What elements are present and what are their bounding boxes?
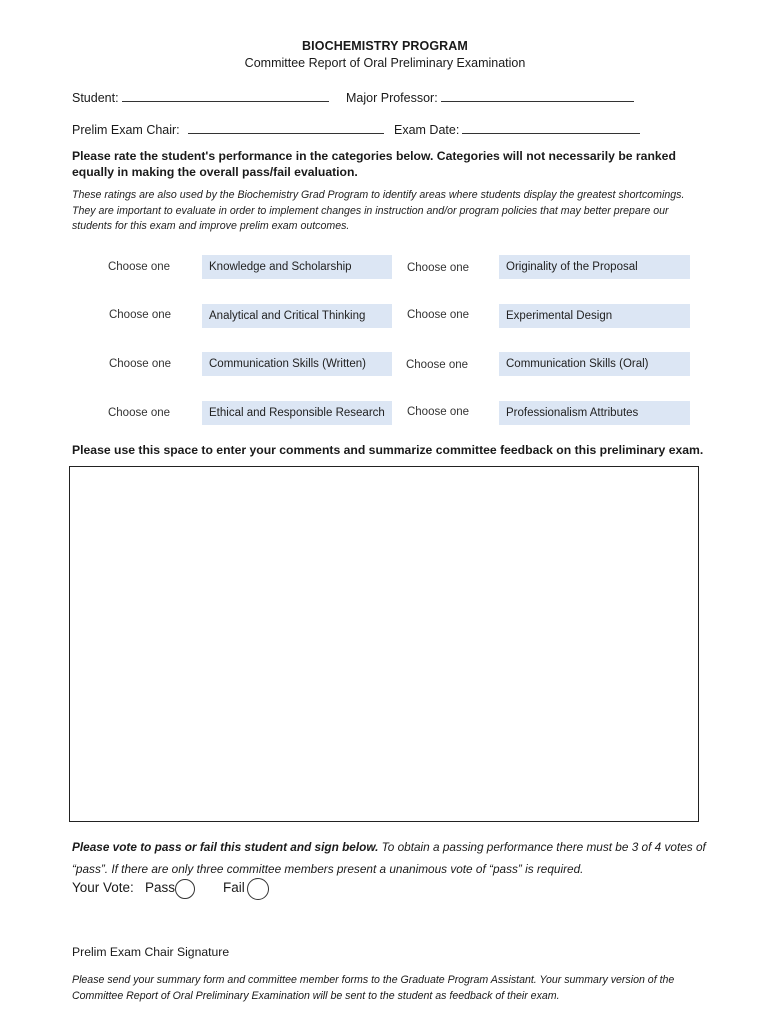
pass-label: Pass bbox=[145, 880, 176, 895]
vote-instructions bbox=[72, 836, 712, 880]
form-title: BIOCHEMISTRY PROGRAM bbox=[302, 39, 468, 53]
major-professor-label: Major Professor: bbox=[346, 91, 438, 105]
major-professor-blank[interactable] bbox=[441, 89, 634, 102]
rating-dropdown-experimental-design[interactable]: Choose one bbox=[406, 309, 470, 321]
category-ethical: Ethical and Responsible Research bbox=[202, 401, 392, 425]
vote-instruction-bold: Please vote to pass or fail this student and sign below. bbox=[72, 840, 379, 854]
footer-note: Please send your summary form and committee member forms to the Graduate Program Assistant. Your summary version of the Committee Report of Oral Preliminary Examination will be sent to the student as feedback of their exam. bbox=[72, 974, 675, 1002]
category-written: Communication Skills (Written) bbox=[202, 352, 392, 376]
exam-date-blank[interactable] bbox=[462, 121, 640, 134]
rating-dropdown-knowledge[interactable]: Choose one bbox=[107, 261, 171, 273]
your-vote-label: Your Vote: bbox=[72, 880, 134, 895]
fail-label: Fail bbox=[223, 880, 245, 895]
category-oral: Communication Skills (Oral) bbox=[499, 352, 690, 376]
comments-label: Please use this space to enter your comments and summarize committee feedback on this preliminary exam. bbox=[72, 443, 704, 457]
rating-dropdown-oral[interactable]: Choose one bbox=[405, 359, 469, 371]
comments-textarea[interactable] bbox=[69, 466, 699, 822]
form-subtitle: Committee Report of Oral Preliminary Examination bbox=[244, 56, 526, 70]
fail-radio[interactable] bbox=[247, 878, 269, 900]
rating-dropdown-analytical[interactable]: Choose one bbox=[108, 309, 172, 321]
category-originality: Originality of the Proposal bbox=[499, 255, 690, 279]
major-professor-field[interactable] bbox=[346, 89, 634, 105]
rating-dropdown-written[interactable]: Choose one bbox=[108, 358, 172, 370]
prelim-chair-field[interactable] bbox=[72, 121, 384, 137]
signature-label: Prelim Exam Chair Signature bbox=[72, 945, 230, 959]
student-field[interactable] bbox=[72, 89, 329, 105]
student-blank[interactable] bbox=[122, 89, 329, 102]
rating-dropdown-originality[interactable]: Choose one bbox=[406, 262, 470, 274]
rating-dropdown-professionalism[interactable]: Choose one bbox=[406, 406, 470, 418]
prelim-chair-label: Prelim Exam Chair: bbox=[72, 123, 180, 137]
category-experimental-design: Experimental Design bbox=[499, 304, 690, 328]
pass-radio[interactable] bbox=[175, 879, 195, 899]
rating-dropdown-ethical[interactable]: Choose one bbox=[107, 407, 171, 419]
rating-note: These ratings are also used by the Biochemistry Grad Program to identify areas where students display the greatest shortcomings. They are important to evaluate in order to implement changes in instruction and/or program policies that may better prepare our students for this exam and improve prelim exam outcomes. bbox=[72, 189, 685, 232]
exam-date-field[interactable] bbox=[394, 121, 640, 137]
category-knowledge: Knowledge and Scholarship bbox=[202, 255, 392, 279]
vote-instruction-text: To obtain a passing performance there must be 3 of 4 votes of “pass”. If there are only three committee members present a unanimous vote of “pass” is required. bbox=[72, 840, 706, 876]
rating-instructions: Please rate the student's performance in the categories below. Categories will not necessarily be ranked equally in making the overall pass/fail evaluation. bbox=[72, 149, 676, 179]
category-professionalism: Professionalism Attributes bbox=[499, 401, 690, 425]
exam-date-label: Exam Date: bbox=[394, 123, 460, 137]
prelim-chair-blank[interactable] bbox=[188, 121, 384, 134]
student-label: Student: bbox=[72, 91, 119, 105]
category-analytical: Analytical and Critical Thinking bbox=[202, 304, 392, 328]
